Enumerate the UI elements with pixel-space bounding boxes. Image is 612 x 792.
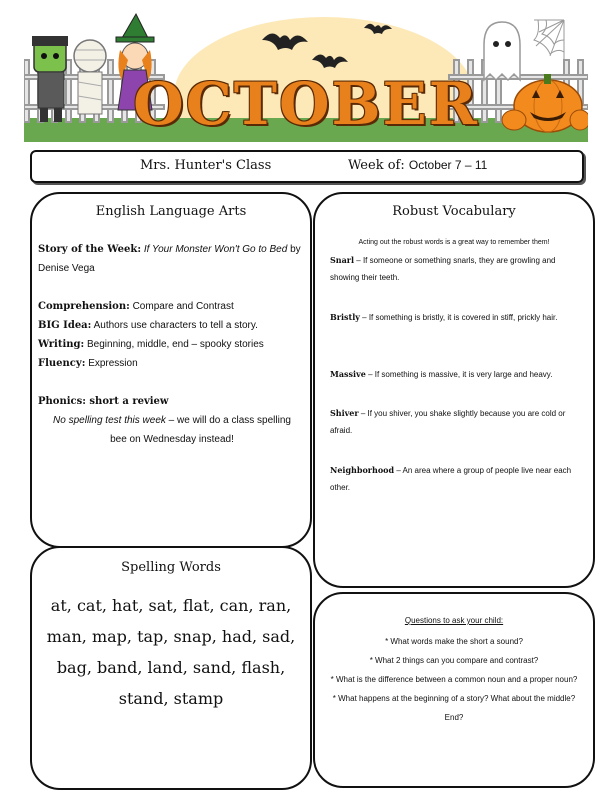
question-item: * What 2 things can you compare and contrast?	[369, 656, 539, 665]
questions-title: Questions to ask your child:	[404, 616, 504, 625]
comprehension-row	[38, 297, 306, 316]
vocab-definition: – If something is bristly, it is covered in stiff, prickly hair.	[362, 313, 558, 322]
spelling-words: at, cat, hat, sat, flat, can, ran, man, map, tap, snap, had, sad, bag, band, land, sand, flash, stand, stamp	[46, 596, 296, 708]
questions-list	[323, 632, 585, 727]
story-title: If Your Monster Won't Go to Bed	[143, 244, 288, 255]
phonics-section	[38, 392, 306, 449]
big-idea-label: BIG Idea:	[38, 320, 92, 331]
week-label: Week of:	[348, 158, 405, 173]
phonics-note-rest: – we will do a class spelling bee on Wednesday instead!	[110, 415, 291, 445]
vocab-word: Snarl	[330, 255, 355, 265]
banner-title: OCTOBER	[133, 70, 479, 138]
october-banner	[24, 0, 588, 142]
vocab-word: Massive	[330, 369, 366, 379]
vocab-item	[330, 252, 584, 286]
vocab-word: Neighborhood	[330, 465, 395, 475]
vocab-item	[330, 462, 584, 496]
fluency-label: Fluency:	[38, 358, 86, 369]
phonics-label: Phonics: short a review	[38, 396, 169, 407]
vocab-item	[330, 405, 584, 439]
writing-value: Beginning, middle, end – spooky stories	[87, 339, 264, 350]
vocab-title: Robust Vocabulary	[392, 204, 516, 219]
spelling-panel	[30, 546, 312, 790]
writing-row	[38, 335, 306, 354]
ela-details	[38, 297, 306, 373]
big-idea-row	[38, 316, 306, 335]
ela-panel	[30, 192, 312, 548]
fluency-row	[38, 354, 306, 373]
questions-panel	[313, 592, 595, 788]
story-of-week	[38, 240, 306, 278]
comprehension-label: Comprehension:	[38, 301, 130, 312]
vocab-item	[330, 309, 584, 326]
week-value: October 7 – 11	[408, 158, 488, 172]
vocab-item	[330, 366, 584, 383]
vocab-word: Bristly	[330, 312, 360, 322]
fluency-value: Expression	[88, 358, 138, 369]
question-item: * What happens at the beginning of a story? What about the middle? End?	[332, 694, 576, 722]
story-label: Story of the Week:	[38, 244, 142, 255]
question-item: * What is the difference between a common noun and a proper noun?	[330, 675, 578, 684]
phonics-note	[38, 411, 306, 449]
story-by: by	[290, 244, 301, 255]
writing-label: Writing:	[38, 339, 85, 350]
ela-title: English Language Arts	[95, 204, 247, 219]
vocab-definition: – If you shiver, you shake slightly because you are cold or afraid.	[330, 409, 566, 435]
class-name: Mrs. Hunter's Class	[140, 158, 272, 173]
spelling-title: Spelling Words	[121, 560, 221, 575]
vocab-word: Shiver	[330, 408, 359, 418]
phonics-note-italic: No spelling test this week	[53, 415, 166, 426]
question-item: * What words make the short a sound?	[385, 637, 523, 646]
class-header	[30, 150, 584, 183]
vocab-definition: – If something is massive, it is very large and heavy.	[368, 370, 553, 379]
vocab-intro: Acting out the robust words is a great way to remember them!	[358, 239, 550, 246]
vocab-definition: – If someone or something snarls, they are growling and showing their teeth.	[330, 256, 556, 282]
comprehension-value: Compare and Contrast	[132, 301, 234, 312]
big-idea-value: Authors use characters to tell a story.	[93, 320, 258, 331]
vocab-definition: – An area where a group of people live near each other.	[330, 466, 572, 492]
story-author: Denise Vega	[38, 263, 95, 274]
vocab-panel	[313, 192, 595, 588]
week-of	[348, 158, 487, 173]
